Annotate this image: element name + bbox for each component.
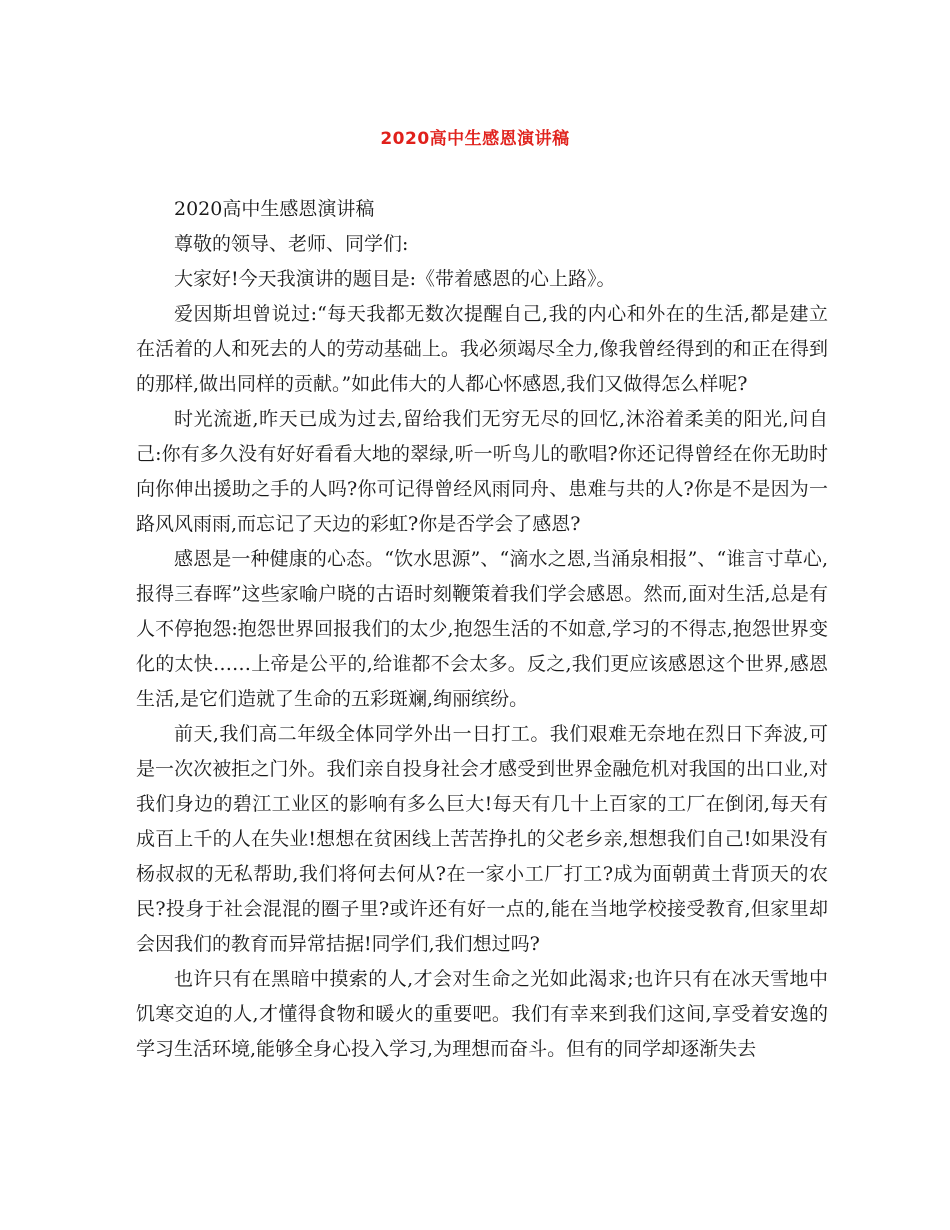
- paragraph: 时光流逝,昨天已成为过去,留给我们无穷无尽的回忆,沐浴着柔美的阳光,问自己:你有多久没有好好看看大地的翠绿,听一听鸟儿的歌唱?你还记得曾经在你无助时向你伸出援助之手的人吗?你可记得曾经风雨同舟、患难与共的人?你是不是因为一路风风雨雨,而忘记了天边的彩虹?你是否学会了感恩?: [136, 408, 828, 535]
- paragraph: 前天,我们高二年级全体同学外出一日打工。我们艰难无奈地在烈日下奔波,可是一次次被拒之门外。我们亲自投身社会才感受到世界金融危机对我国的出口业,对我们身边的碧江工业区的影响有多么巨大!每天有几十上百家的工厂在倒闭,每天有成百上千的人在失业!想想在贫困线上苦苦挣扎的父老乡亲,想想我们自己!如果没有杨叔叔的无私帮助,我们将何去何从?在一家小工厂打工?成为面朝黄土背顶天的农民?投身于社会混混的圈子里?或许还有好一点的,能在当地学校接受教育,但家里却会因我们的教育而异常拮据!同学们,我们想过吗?: [136, 723, 828, 955]
- document-body: [136, 192, 828, 1067]
- paragraph: 爱因斯坦曾说过:“每天我都无数次提醒自己,我的内心和外在的生活,都是建立在活着的人和死去的人的劳动基础上。我必须竭尽全力,像我曾经得到的和正在得到的那样,做出同样的贡献。”如此伟大的人都心怀感恩,我们又做得怎么样呢?: [136, 303, 828, 395]
- document-title: 2020高中生感恩演讲稿: [380, 129, 570, 149]
- paragraph: 尊敬的领导、老师、同学们:: [174, 233, 409, 255]
- paragraph: 大家好!今天我演讲的题目是:《带着感恩的心上路》。: [174, 268, 616, 290]
- paragraph: 也许只有在黑暗中摸索的人,才会对生命之光如此渴求;也许只有在冰天雪地中饥寒交迫的人,才懂得食物和暖火的重要吧。我们有幸来到我们这间,享受着安逸的学习生活环境,能够全身心投入学习,为理想而奋斗。但有的同学却逐渐失去: [136, 968, 828, 1060]
- paragraph: 2020高中生感恩演讲稿: [174, 198, 375, 220]
- paragraph: 感恩是一种健康的心态。“饮水思源”、“滴水之恩,当涌泉相报”、“谁言寸草心,报得三春晖”这些家喻户晓的古语时刻鞭策着我们学会感恩。然而,面对生活,总是有人不停抱怨:抱怨世界回报我们的太少,抱怨生活的不如意,学习的不得志,抱怨世界变化的太快……上帝是公平的,给谁都不会太多。反之,我们更应该感恩这个世界,感恩生活,是它们造就了生命的五彩斑斓,绚丽缤纷。: [136, 548, 828, 710]
